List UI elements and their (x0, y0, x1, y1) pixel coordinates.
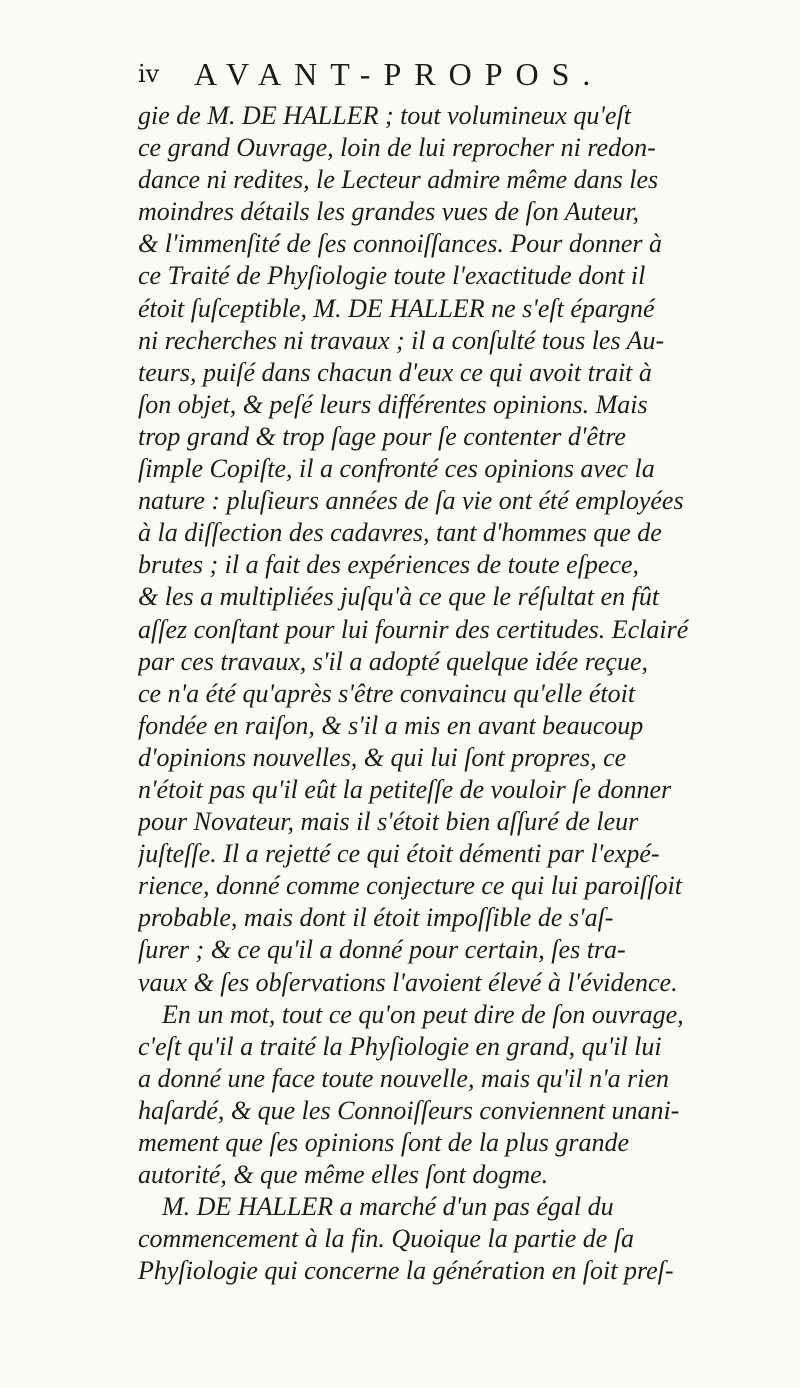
text-line: par ces travaux, s'il a adopté quelque idée reçue, (138, 646, 649, 676)
text-line: ſon objet, & peſé leurs différentes opinions. Mais (138, 389, 648, 419)
text-line: Phyſiologie qui concerne la génération en ſoit preſ- (138, 1256, 674, 1286)
text-line: ce Traité de Phyſiologie toute l'exactitude dont il (138, 261, 646, 291)
running-head (138, 56, 738, 96)
text-line: nature : pluſieurs années de ſa vie ont été employées (138, 486, 684, 516)
page-number: iv (138, 60, 160, 88)
text-line: juſteſſe. Il a rejetté ce qui étoit démenti par l'expé- (138, 839, 660, 869)
text-line: vaux & ſes obſervations l'avoient élevé à l'évidence. (138, 967, 678, 997)
text-line: & l'immenſité de ſes connoiſſances. Pour donner à (138, 229, 663, 259)
text-line: dance ni redites, le Lecteur admire même dans les (138, 165, 659, 195)
text-line: gie de M. DE HALLER ; tout volumineux qu'eſt (138, 101, 631, 130)
text-line: rience, donné comme conjecture ce qui lui paroiſſoit (138, 871, 682, 901)
text-line: M. DE HALLER a marché d'un pas égal du (162, 1192, 614, 1222)
text-line: En un mot, tout ce qu'on peut dire de ſon ouvrage, (162, 999, 684, 1029)
text-line: brutes ; il a fait des expériences de toute eſpece, (138, 550, 640, 580)
text-line: d'opinions nouvelles, & qui lui ſont propres, ce (138, 742, 627, 772)
text-line: ce n'a été qu'après s'être convaincu qu'elle étoit (138, 678, 636, 708)
text-line: moindres détails les grandes vues de ſon Auteur, (138, 197, 640, 227)
text-line: aſſez conſtant pour lui fournir des certitudes. Eclairé (138, 614, 689, 644)
running-title: AVANT-PROPOS. (194, 56, 604, 92)
text-line: mement que ſes opinions ſont de la plus grande (138, 1128, 630, 1157)
text-line: autorité, & que même elles ſont dogme. (138, 1160, 549, 1190)
body-text (138, 100, 750, 1287)
text-line: ſurer ; & ce qu'il a donné pour certain, ſes tra- (138, 935, 626, 965)
text-line: trop grand & trop ſage pour ſe contenter d'être (138, 421, 626, 451)
text-line: ſimple Copiſte, il a confronté ces opinions avec la (138, 454, 655, 484)
text-line: commencement à la fin. Quoique la partie de ſa (138, 1224, 635, 1254)
text-line: à la diſſection des cadavres, tant d'hommes que de (138, 518, 662, 548)
text-line: étoit ſuſceptible, M. DE HALLER ne s'eſt épargné (138, 293, 655, 323)
text-line: teurs, puiſé dans chacun d'eux ce qui avoit trait à (138, 357, 652, 387)
text-line: n'étoit pas qu'il eût la petiteſſe de vouloir ſe donner (138, 774, 672, 804)
text-line: fondée en raiſon, & s'il a mis en avant beaucoup (138, 710, 644, 740)
text-line: & les a multipliées juſqu'à ce que le réſultat en fût (138, 582, 660, 612)
text-line: haſardé, & que les Connoiſſeurs conviennent unani- (138, 1095, 680, 1125)
text-line: pour Novateur, mais il s'étoit bien aſſuré de leur (138, 807, 639, 837)
text-line: c'eſt qu'il a traité la Phyſiologie en grand, qu'il lui (138, 1031, 662, 1061)
text-line: ni recherches ni travaux ; il a conſulté tous les Au- (138, 325, 665, 355)
text-line: probable, mais dont il étoit impoſſible de s'aſ- (138, 903, 614, 933)
text-line: ce grand Ouvrage, loin de lui reprocher ni redon- (138, 133, 656, 163)
text-line: a donné une face toute nouvelle, mais qu'il n'a rien (138, 1063, 670, 1093)
